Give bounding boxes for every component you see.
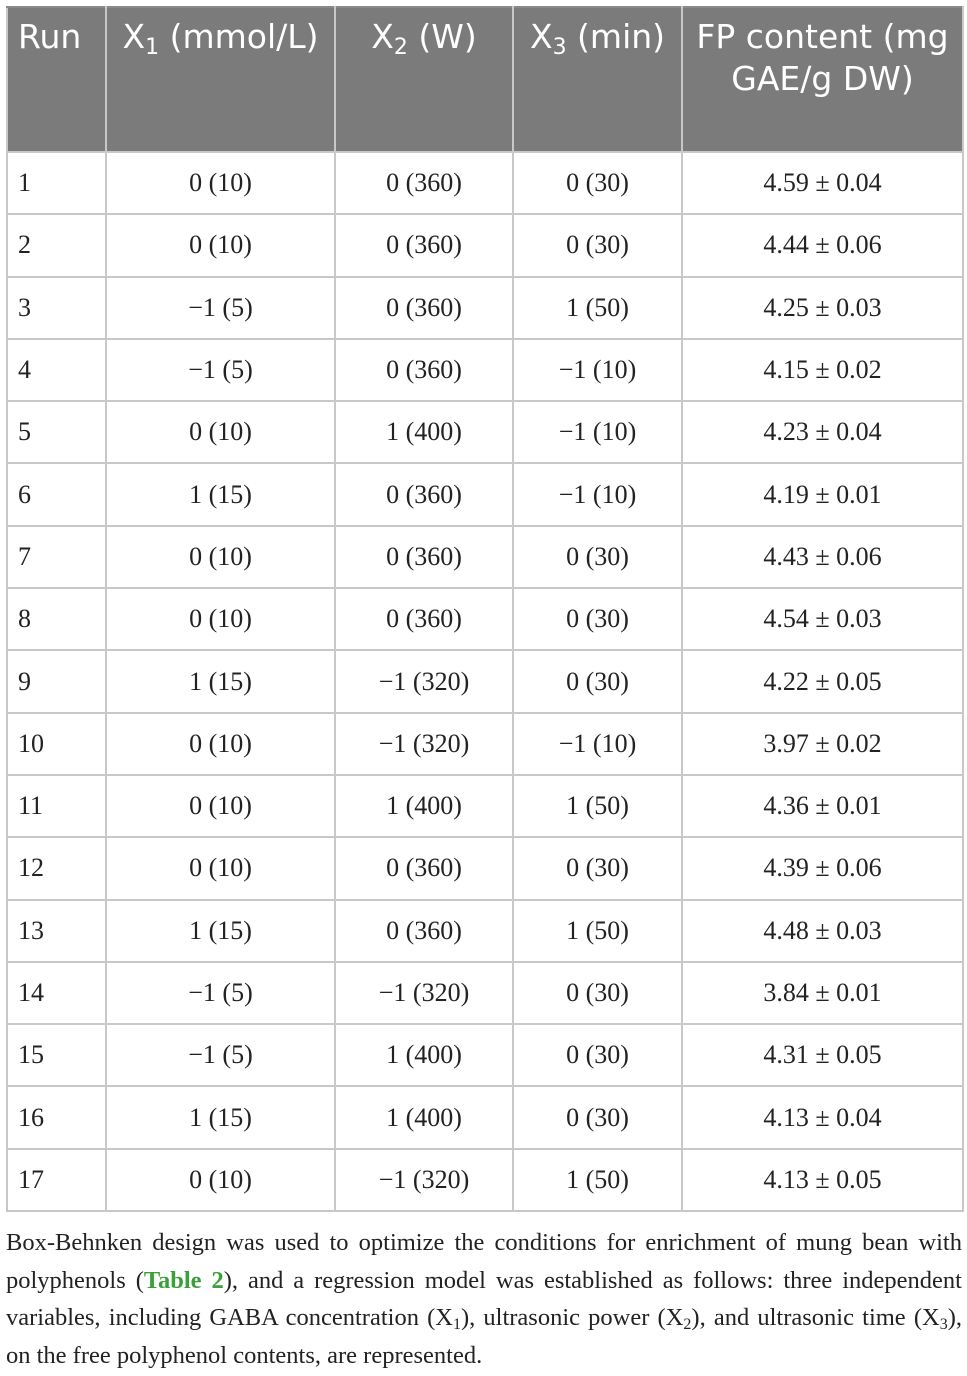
cell-x3: 1 (50) [513,1149,682,1211]
table-2-link[interactable]: Table 2 [143,1266,224,1294]
cell-run: 10 [7,713,106,775]
table-row [7,650,963,712]
cell-x3: 1 (50) [513,900,682,962]
cell-run: 17 [7,1149,106,1211]
table-row [7,277,963,339]
cell-run: 13 [7,900,106,962]
cell-x2: 0 (360) [335,152,513,214]
table-row [7,339,963,401]
cell-x1: −1 (5) [106,277,335,339]
cell-x2: 1 (400) [335,1086,513,1148]
cell-x3: −1 (10) [513,463,682,525]
table-row [7,900,963,962]
table-row [7,526,963,588]
cell-x3: −1 (10) [513,713,682,775]
cell-run: 12 [7,837,106,899]
cell-x3: 1 (50) [513,775,682,837]
cell-x2: 0 (360) [335,463,513,525]
footnote-sub-1: 1 [452,1316,461,1333]
header-x3 [513,7,682,152]
cell-x3: −1 (10) [513,339,682,401]
header-x3-unit: (min) [566,17,666,56]
footnote-sub-2: 2 [683,1316,692,1333]
cell-fp: 4.39 ± 0.06 [682,837,963,899]
cell-x1: 0 (10) [106,775,335,837]
header-x2-base: X [371,17,394,56]
header-fp-content: FP content (mg GAE/g DW) [682,7,963,152]
cell-x1: 0 (10) [106,588,335,650]
cell-x1: 0 (10) [106,837,335,899]
table-body [7,152,963,1211]
table-row [7,962,963,1024]
cell-x3: 0 (30) [513,650,682,712]
cell-x1: 0 (10) [106,526,335,588]
cell-x2: 0 (360) [335,526,513,588]
cell-fp: 4.19 ± 0.01 [682,463,963,525]
cell-x1: 1 (15) [106,650,335,712]
table-row [7,588,963,650]
header-run: Run [7,7,106,152]
cell-fp: 3.97 ± 0.02 [682,713,963,775]
header-x3-sub: 3 [552,35,567,60]
cell-x2: 0 (360) [335,339,513,401]
table-row [7,713,963,775]
cell-run: 2 [7,214,106,276]
table-row [7,214,963,276]
cell-x3: 0 (30) [513,214,682,276]
cell-x2: 1 (400) [335,401,513,463]
cell-x2: −1 (320) [335,713,513,775]
cell-x3: 0 (30) [513,1086,682,1148]
table-row [7,1024,963,1086]
cell-x3: 0 (30) [513,837,682,899]
header-row [7,7,963,152]
header-x1-sub: 1 [145,35,160,60]
table-row [7,401,963,463]
cell-x1: −1 (5) [106,339,335,401]
cell-x2: −1 (320) [335,1149,513,1211]
cell-x3: 0 (30) [513,152,682,214]
cell-x1: 0 (10) [106,152,335,214]
cell-fp: 4.36 ± 0.01 [682,775,963,837]
cell-x1: 1 (15) [106,1086,335,1148]
cell-x1: 0 (10) [106,214,335,276]
table-header [7,7,963,152]
table-row [7,837,963,899]
header-x1-unit: (mmol/L) [159,17,319,56]
cell-x1: 0 (10) [106,401,335,463]
cell-run: 15 [7,1024,106,1086]
cell-x2: 0 (360) [335,214,513,276]
cell-fp: 4.23 ± 0.04 [682,401,963,463]
table-row [7,1149,963,1211]
footnote-text-4: ), and ultrasonic time (X [691,1304,940,1331]
cell-run: 9 [7,650,106,712]
cell-run: 4 [7,339,106,401]
table-row [7,152,963,214]
box-behnken-table [6,6,964,1212]
cell-fp: 4.43 ± 0.06 [682,526,963,588]
cell-fp: 4.15 ± 0.02 [682,339,963,401]
cell-run: 16 [7,1086,106,1148]
cell-fp: 4.44 ± 0.06 [682,214,963,276]
cell-fp: 4.54 ± 0.03 [682,588,963,650]
cell-x1: 1 (15) [106,900,335,962]
footnote-text-3: ), ultrasonic power (X [460,1304,684,1331]
cell-x2: 0 (360) [335,588,513,650]
design-table-container [6,6,962,1212]
cell-x2: 0 (360) [335,837,513,899]
cell-run: 6 [7,463,106,525]
cell-x1: −1 (5) [106,962,335,1024]
cell-x2: 1 (400) [335,775,513,837]
header-x3-base: X [529,17,553,56]
footnote-text-1: Box-Behnken design was used to optimize the conditions for enrichment of mung bean with polyphenols ( [6,1229,962,1294]
footnote-sub-3: 3 [939,1316,948,1333]
footnote-text-5: ), on the free polyphenol contents, are represented. [6,1304,962,1369]
cell-x3: −1 (10) [513,401,682,463]
cell-x2: 0 (360) [335,900,513,962]
table-row [7,1086,963,1148]
cell-x2: 0 (360) [335,277,513,339]
table-footnote [6,1224,962,1374]
cell-run: 3 [7,277,106,339]
cell-run: 11 [7,775,106,837]
cell-x3: 1 (50) [513,277,682,339]
cell-fp: 4.25 ± 0.03 [682,277,963,339]
cell-x2: 1 (400) [335,1024,513,1086]
cell-run: 14 [7,962,106,1024]
cell-fp: 4.13 ± 0.05 [682,1149,963,1211]
cell-x1: −1 (5) [106,1024,335,1086]
cell-run: 1 [7,152,106,214]
cell-fp: 4.22 ± 0.05 [682,650,963,712]
cell-fp: 3.84 ± 0.01 [682,962,963,1024]
header-x2 [335,7,513,152]
cell-x2: −1 (320) [335,650,513,712]
cell-fp: 4.48 ± 0.03 [682,900,963,962]
cell-run: 7 [7,526,106,588]
cell-x2: −1 (320) [335,962,513,1024]
header-x1-base: X [122,17,146,56]
cell-x1: 0 (10) [106,713,335,775]
header-x1 [106,7,335,152]
cell-x3: 0 (30) [513,526,682,588]
cell-fp: 4.13 ± 0.04 [682,1086,963,1148]
table-row [7,463,963,525]
cell-x1: 1 (15) [106,463,335,525]
cell-fp: 4.59 ± 0.04 [682,152,963,214]
cell-x3: 0 (30) [513,962,682,1024]
header-x2-sub: 2 [393,35,408,60]
footnote-text-2: ), and a regression model was established as follows: three independent variables, including GABA concentration (X [6,1266,962,1331]
cell-run: 5 [7,401,106,463]
cell-x3: 0 (30) [513,1024,682,1086]
table-row [7,775,963,837]
cell-run: 8 [7,588,106,650]
header-x2-unit: (W) [407,17,477,56]
cell-x1: 0 (10) [106,1149,335,1211]
cell-fp: 4.31 ± 0.05 [682,1024,963,1086]
cell-x3: 0 (30) [513,588,682,650]
